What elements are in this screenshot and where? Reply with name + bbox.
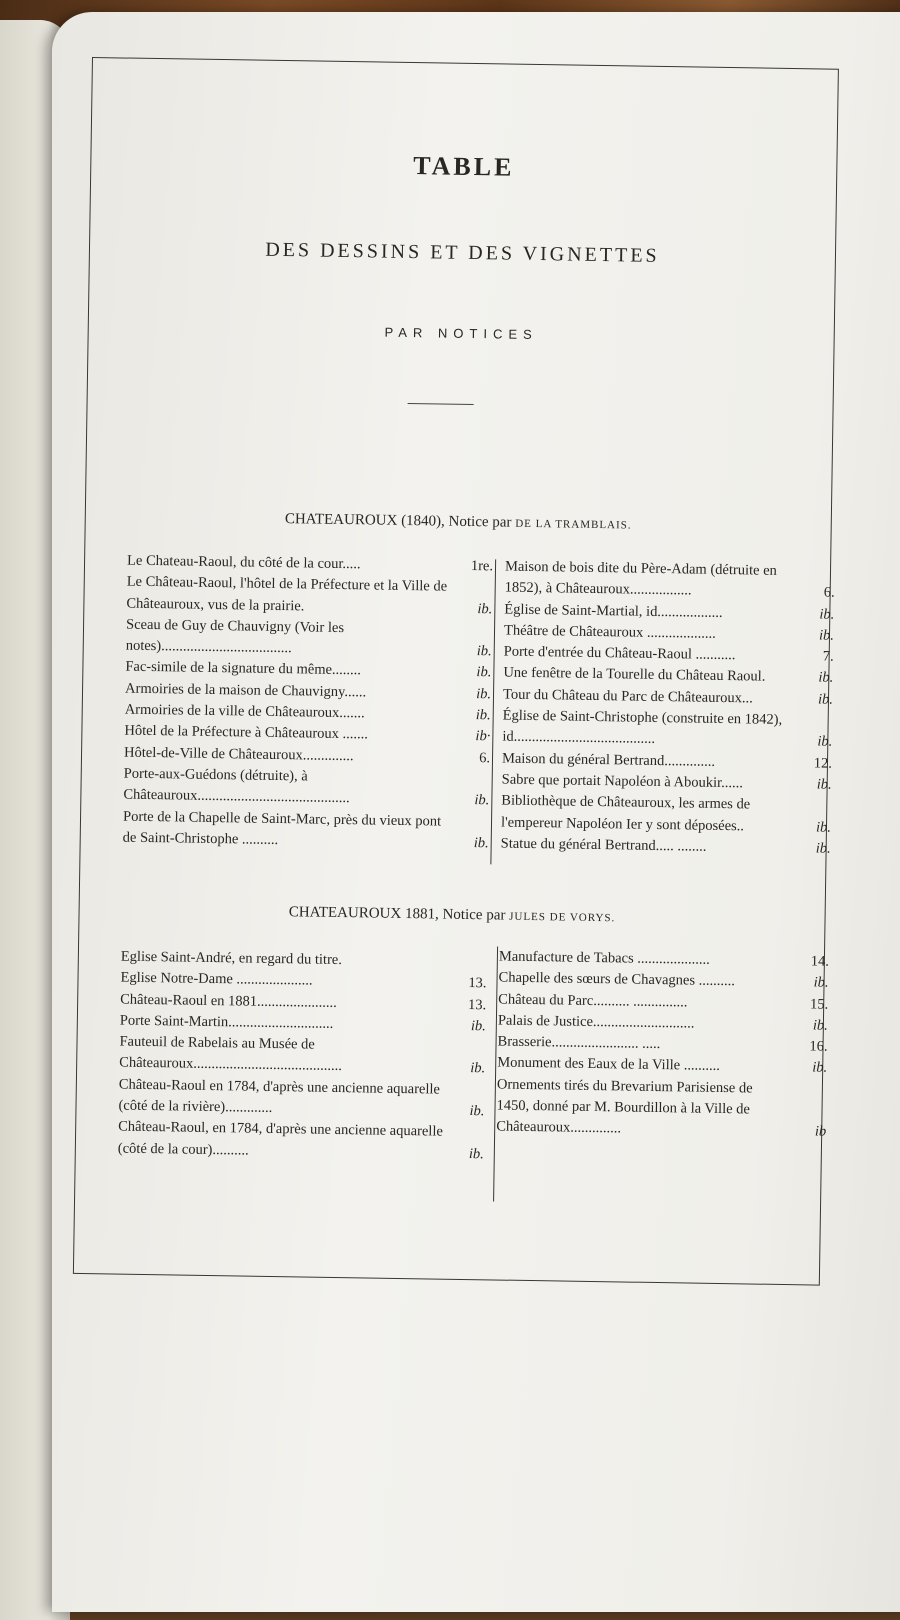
entry-page: 15. [809,995,829,1013]
list-item [119,1032,486,1080]
entry-page: ib. [812,1059,828,1077]
entry-page: ib. [476,664,492,681]
entry-text: Sceau de Guy de Chauvigny (Voir les notes).................................... [125,616,345,657]
entry-text: Brasserie........................ ..... [497,1033,661,1053]
section-2-right-column [496,947,829,1144]
entry-text: Fauteuil de Rabelais au Musée de Châteauroux......................................... [119,1033,343,1075]
page-frame [73,57,839,1286]
list-item [126,572,493,620]
entry-text: Porte-aux-Guédons (détruite), à Châteauroux.......................................... [123,765,350,807]
entry-page: ib [814,1123,827,1141]
entry-page: ib. [473,834,489,852]
list-item [501,833,831,859]
entry-page: 7. [822,648,834,665]
entry-text: Sabre que portait Napoléon à Aboukir...... [501,771,744,792]
entry-page: ib· [475,728,491,745]
entry-page: ib. [815,840,831,857]
book-page [52,12,900,1612]
entry-text: Fac-simile de la signature du même........ [125,659,362,679]
section-2-heading-text: CHATEAUROUX 1881, Notice par [288,904,506,924]
entry-page: ib. [818,669,834,687]
entry-page: ib. [474,792,490,809]
entry-text: Armoiries de la ville de Châteauroux....... [124,701,365,722]
entry-page: ib. [470,1060,486,1077]
entry-page: 13. [467,996,487,1013]
section-2-heading [79,901,824,930]
entry-text: Maison de bois dite du Père-Adam (détruite en 1852), à Châteauroux................. [504,558,777,599]
entry-text: Chapelle des sœurs de Chavagnes .......... [498,969,736,990]
entry-text: Église de Saint-Christophe (construite en 1842), id....................................... [502,707,783,748]
list-item [501,791,832,839]
entry-page: ib. [817,733,833,751]
list-item [496,1074,827,1143]
section-2-author: JULES DE VORYS. [509,910,616,925]
entry-page: 13. [468,975,487,992]
entry-page: ib. [817,691,834,708]
section-1-left-column [123,551,494,855]
entry-text: Hôtel-de-Ville de Châteauroux.............. [123,744,354,764]
entry-text: Bibliothèque de Châteauroux, les armes de l'empereur Napoléon Ier y sont déposées.. [500,792,751,834]
entry-page: ib. [475,707,491,724]
entry-page: 16. [809,1038,828,1055]
entry-text: Monument des Eaux de la Ville .......... [497,1054,721,1075]
page-subtitle: DES DESSINS ET DES VIGNETTES [265,238,660,267]
section-1-heading [86,508,831,537]
entry-text: Maison du général Bertrand.............. [501,750,716,770]
entry-page: ib. [816,776,832,793]
entry-text: Château-Raoul en 1784, d'après une ancienne aquarelle (côté de la rivière)............. [118,1076,441,1117]
entry-text: Statue du général Bertrand..... ........ [500,835,707,855]
list-item [118,1074,485,1122]
entry-page: 1re. [470,558,494,575]
entry-page: ib. [468,1145,484,1162]
entry-text: Porte de la Chapelle de Saint-Marc, près du vieux pont de Saint-Christophe .......... [122,808,442,848]
list-item [502,706,833,754]
page-subheading: PAR NOTICES [384,324,538,343]
entry-text: Hôtel de la Préfecture à Châteauroux ....... [124,722,369,743]
entry-text: Eglise Saint-André, en regard du titre. [120,948,343,969]
title-rule [408,403,474,405]
entry-text: Château-Raoul, en 1784, d'après une ancienne aquarelle (côté de la cour).......... [117,1118,443,1159]
section-1-right-column [501,557,836,860]
entry-page: 14. [810,953,830,970]
entry-text: Armoiries de la maison de Chauvigny...... [124,680,367,701]
page-title: TABLE [412,151,515,182]
entry-text: Une fenêtre de la Tourelle du Château Raoul. [503,665,766,686]
list-item [118,1117,485,1165]
entry-page: 6. [479,749,491,767]
entry-text: Église de Saint-Martial, id.................. [504,601,723,621]
entry-page: ib. [476,643,492,660]
list-item [123,764,490,812]
entry-text: Château-Raoul en 1881...................... [120,991,337,1011]
entry-text: Palais de Justice............................ [497,1012,695,1032]
entry-text: Porte Saint-Martin............................. [119,1012,334,1032]
entry-page: ib. [819,606,835,623]
entry-page: ib. [470,1017,486,1035]
entry-page: ib. [813,974,829,991]
entry-page: 6. [823,584,835,602]
list-item [123,806,490,854]
entry-text: Théâtre de Châteauroux ................... [503,622,716,642]
entry-text: Ornements tirés du Brevarium Parisiense de 1450, donné par M. Bourdillon à la Ville de Châteauroux.............. [496,1076,753,1137]
entry-page: ib. [469,1103,485,1120]
section-1-author: DE LA TRAMBLAIS. [515,517,632,532]
entry-text: Porte d'entrée du Château-Raoul ........... [503,643,736,664]
entry-text: Château du Parc.......... ............... [498,991,688,1011]
entry-text: Manufacture de Tabacs .................... [498,948,710,968]
entry-page: ib. [818,627,835,644]
entry-page: ib. [476,685,492,703]
section-1-heading-text: CHATEAUROUX (1840), Notice par [284,511,512,531]
entry-page: ib. [812,1017,829,1034]
entry-page: ib. [815,819,832,836]
entry-text: Le Château-Raoul, l'hôtel de la Préfecture et la Ville de Châteauroux, vus de la prairie. [126,573,448,614]
list-item [505,557,836,605]
list-item [126,614,493,662]
entry-text: Eglise Notre-Dame ..................... [120,969,313,989]
section-2-left-column [118,947,487,1166]
entry-text: Tour du Château du Parc de Châteauroux... [502,686,753,707]
entry-text: Le Chateau-Raoul, du côté de la cour..... [126,552,361,573]
entry-page: 12. [813,755,833,772]
entry-page: ib. [477,600,493,617]
